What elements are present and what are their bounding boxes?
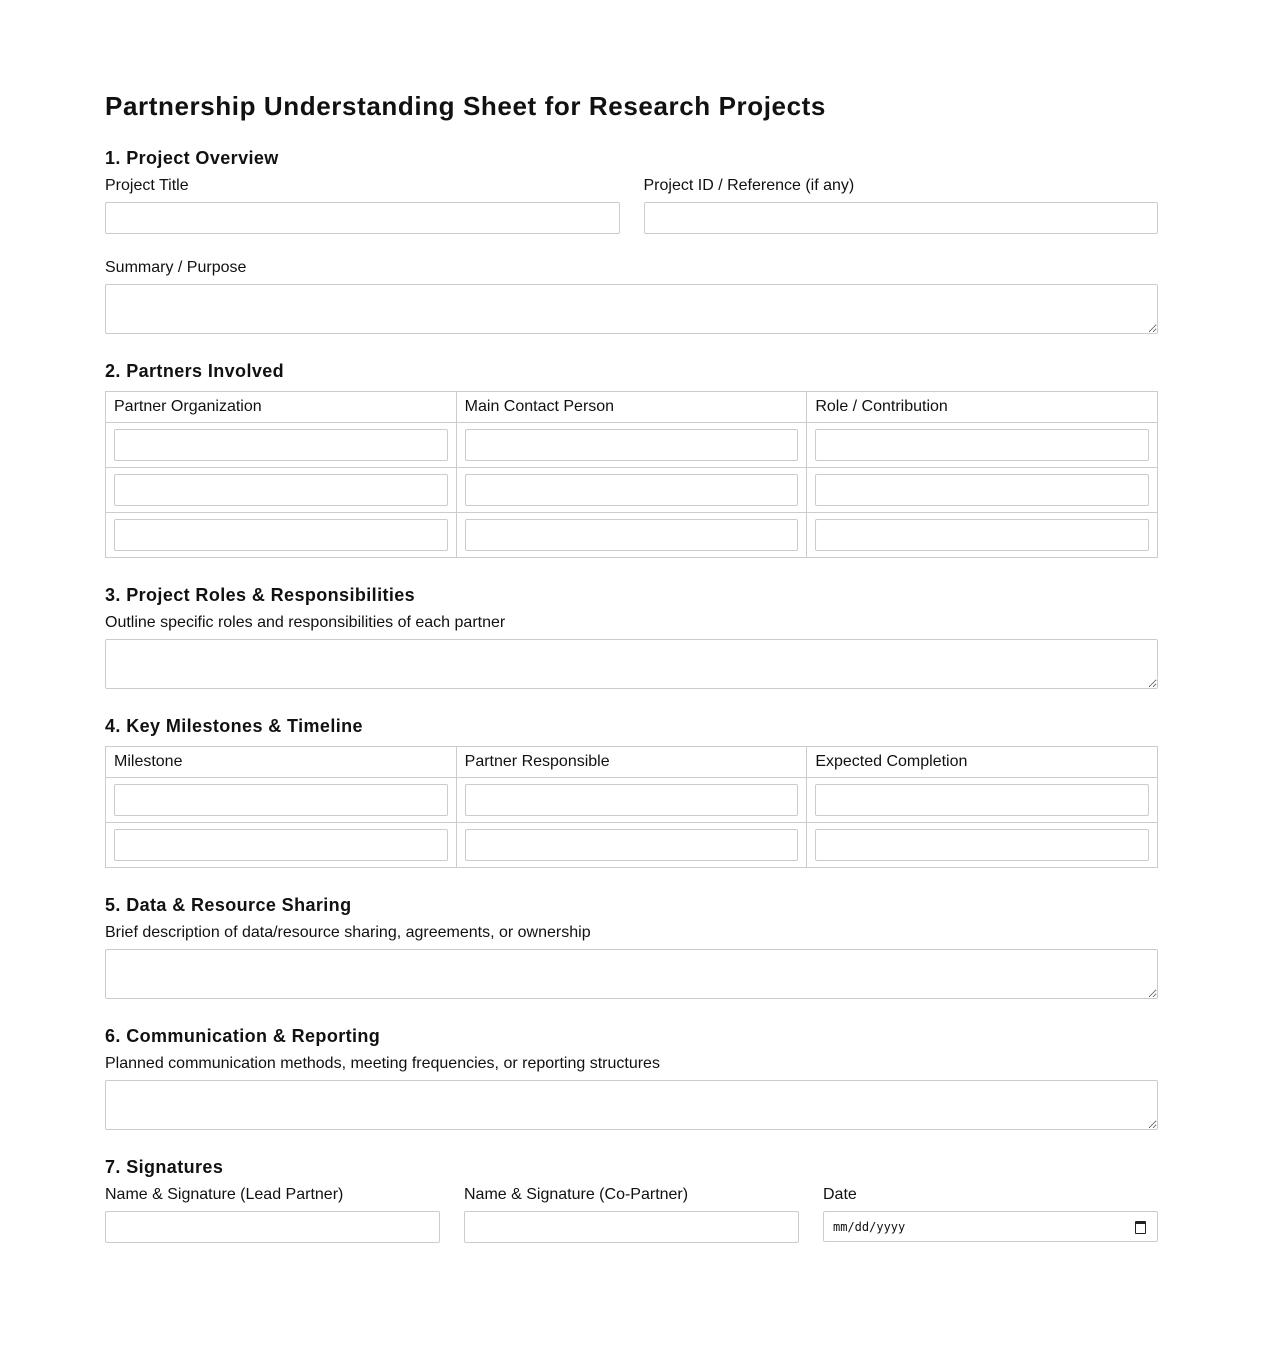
section-heading-partners: 2. Partners Involved — [105, 361, 285, 381]
date-input[interactable] — [823, 1211, 1158, 1242]
section-heading-communication: 6. Communication & Reporting — [105, 1026, 381, 1046]
lead-signature-input[interactable] — [105, 1211, 440, 1243]
column-header: Partner Responsible — [456, 747, 807, 778]
column-header: Partner Organization — [106, 392, 457, 423]
project-id-label: Project ID / Reference (if any) — [643, 177, 855, 194]
table-row — [106, 468, 1158, 513]
roles-label: Outline specific roles and responsibilities of each partner — [105, 614, 506, 631]
column-header: Role / Contribution — [807, 392, 1158, 423]
table-row — [106, 823, 1158, 868]
co-signature-label: Name & Signature (Co-Partner) — [464, 1186, 689, 1203]
data-sharing-label: Brief description of data/resource sharing, agreements, or ownership — [105, 924, 591, 941]
section-heading-data-sharing: 5. Data & Resource Sharing — [105, 895, 352, 915]
expected-completion-input[interactable] — [815, 829, 1149, 861]
date-label: Date — [823, 1186, 857, 1203]
summary-textarea[interactable] — [105, 284, 1158, 334]
co-signature-input[interactable] — [464, 1211, 799, 1243]
communication-label: Planned communication methods, meeting frequencies, or reporting structures — [105, 1055, 660, 1072]
role-input[interactable] — [815, 519, 1149, 551]
section-heading-milestones: 4. Key Milestones & Timeline — [105, 716, 363, 736]
roles-textarea[interactable] — [105, 639, 1158, 689]
role-input[interactable] — [815, 474, 1149, 506]
partner-responsible-input[interactable] — [465, 829, 799, 861]
column-header: Milestone — [106, 747, 457, 778]
partner-organization-input[interactable] — [114, 519, 448, 551]
milestone-input[interactable] — [114, 784, 448, 816]
column-header: Main Contact Person — [456, 392, 807, 423]
section-heading-overview: 1. Project Overview — [105, 148, 279, 168]
table-row — [106, 778, 1158, 823]
milestone-input[interactable] — [114, 829, 448, 861]
contact-person-input[interactable] — [465, 474, 799, 506]
partners-table — [105, 391, 1158, 558]
page-title: Partnership Understanding Sheet for Research Projects — [105, 91, 826, 121]
communication-textarea[interactable] — [105, 1080, 1158, 1130]
partner-responsible-input[interactable] — [465, 784, 799, 816]
section-heading-roles: 3. Project Roles & Responsibilities — [105, 585, 416, 605]
partner-organization-input[interactable] — [114, 474, 448, 506]
milestones-table — [105, 746, 1158, 868]
project-id-input[interactable] — [644, 202, 1159, 234]
partner-organization-input[interactable] — [114, 429, 448, 461]
column-header: Expected Completion — [807, 747, 1158, 778]
form — [105, 90, 1158, 1243]
project-title-input[interactable] — [105, 202, 620, 234]
table-row — [106, 423, 1158, 468]
table-row — [106, 513, 1158, 558]
contact-person-input[interactable] — [465, 429, 799, 461]
calendar-icon[interactable] — [1135, 1221, 1146, 1234]
project-title-label: Project Title — [105, 177, 189, 194]
expected-completion-input[interactable] — [815, 784, 1149, 816]
summary-label: Summary / Purpose — [105, 259, 247, 276]
role-input[interactable] — [815, 429, 1149, 461]
section-heading-signatures: 7. Signatures — [105, 1157, 224, 1177]
data-sharing-textarea[interactable] — [105, 949, 1158, 999]
contact-person-input[interactable] — [465, 519, 799, 551]
lead-signature-label: Name & Signature (Lead Partner) — [105, 1186, 344, 1203]
